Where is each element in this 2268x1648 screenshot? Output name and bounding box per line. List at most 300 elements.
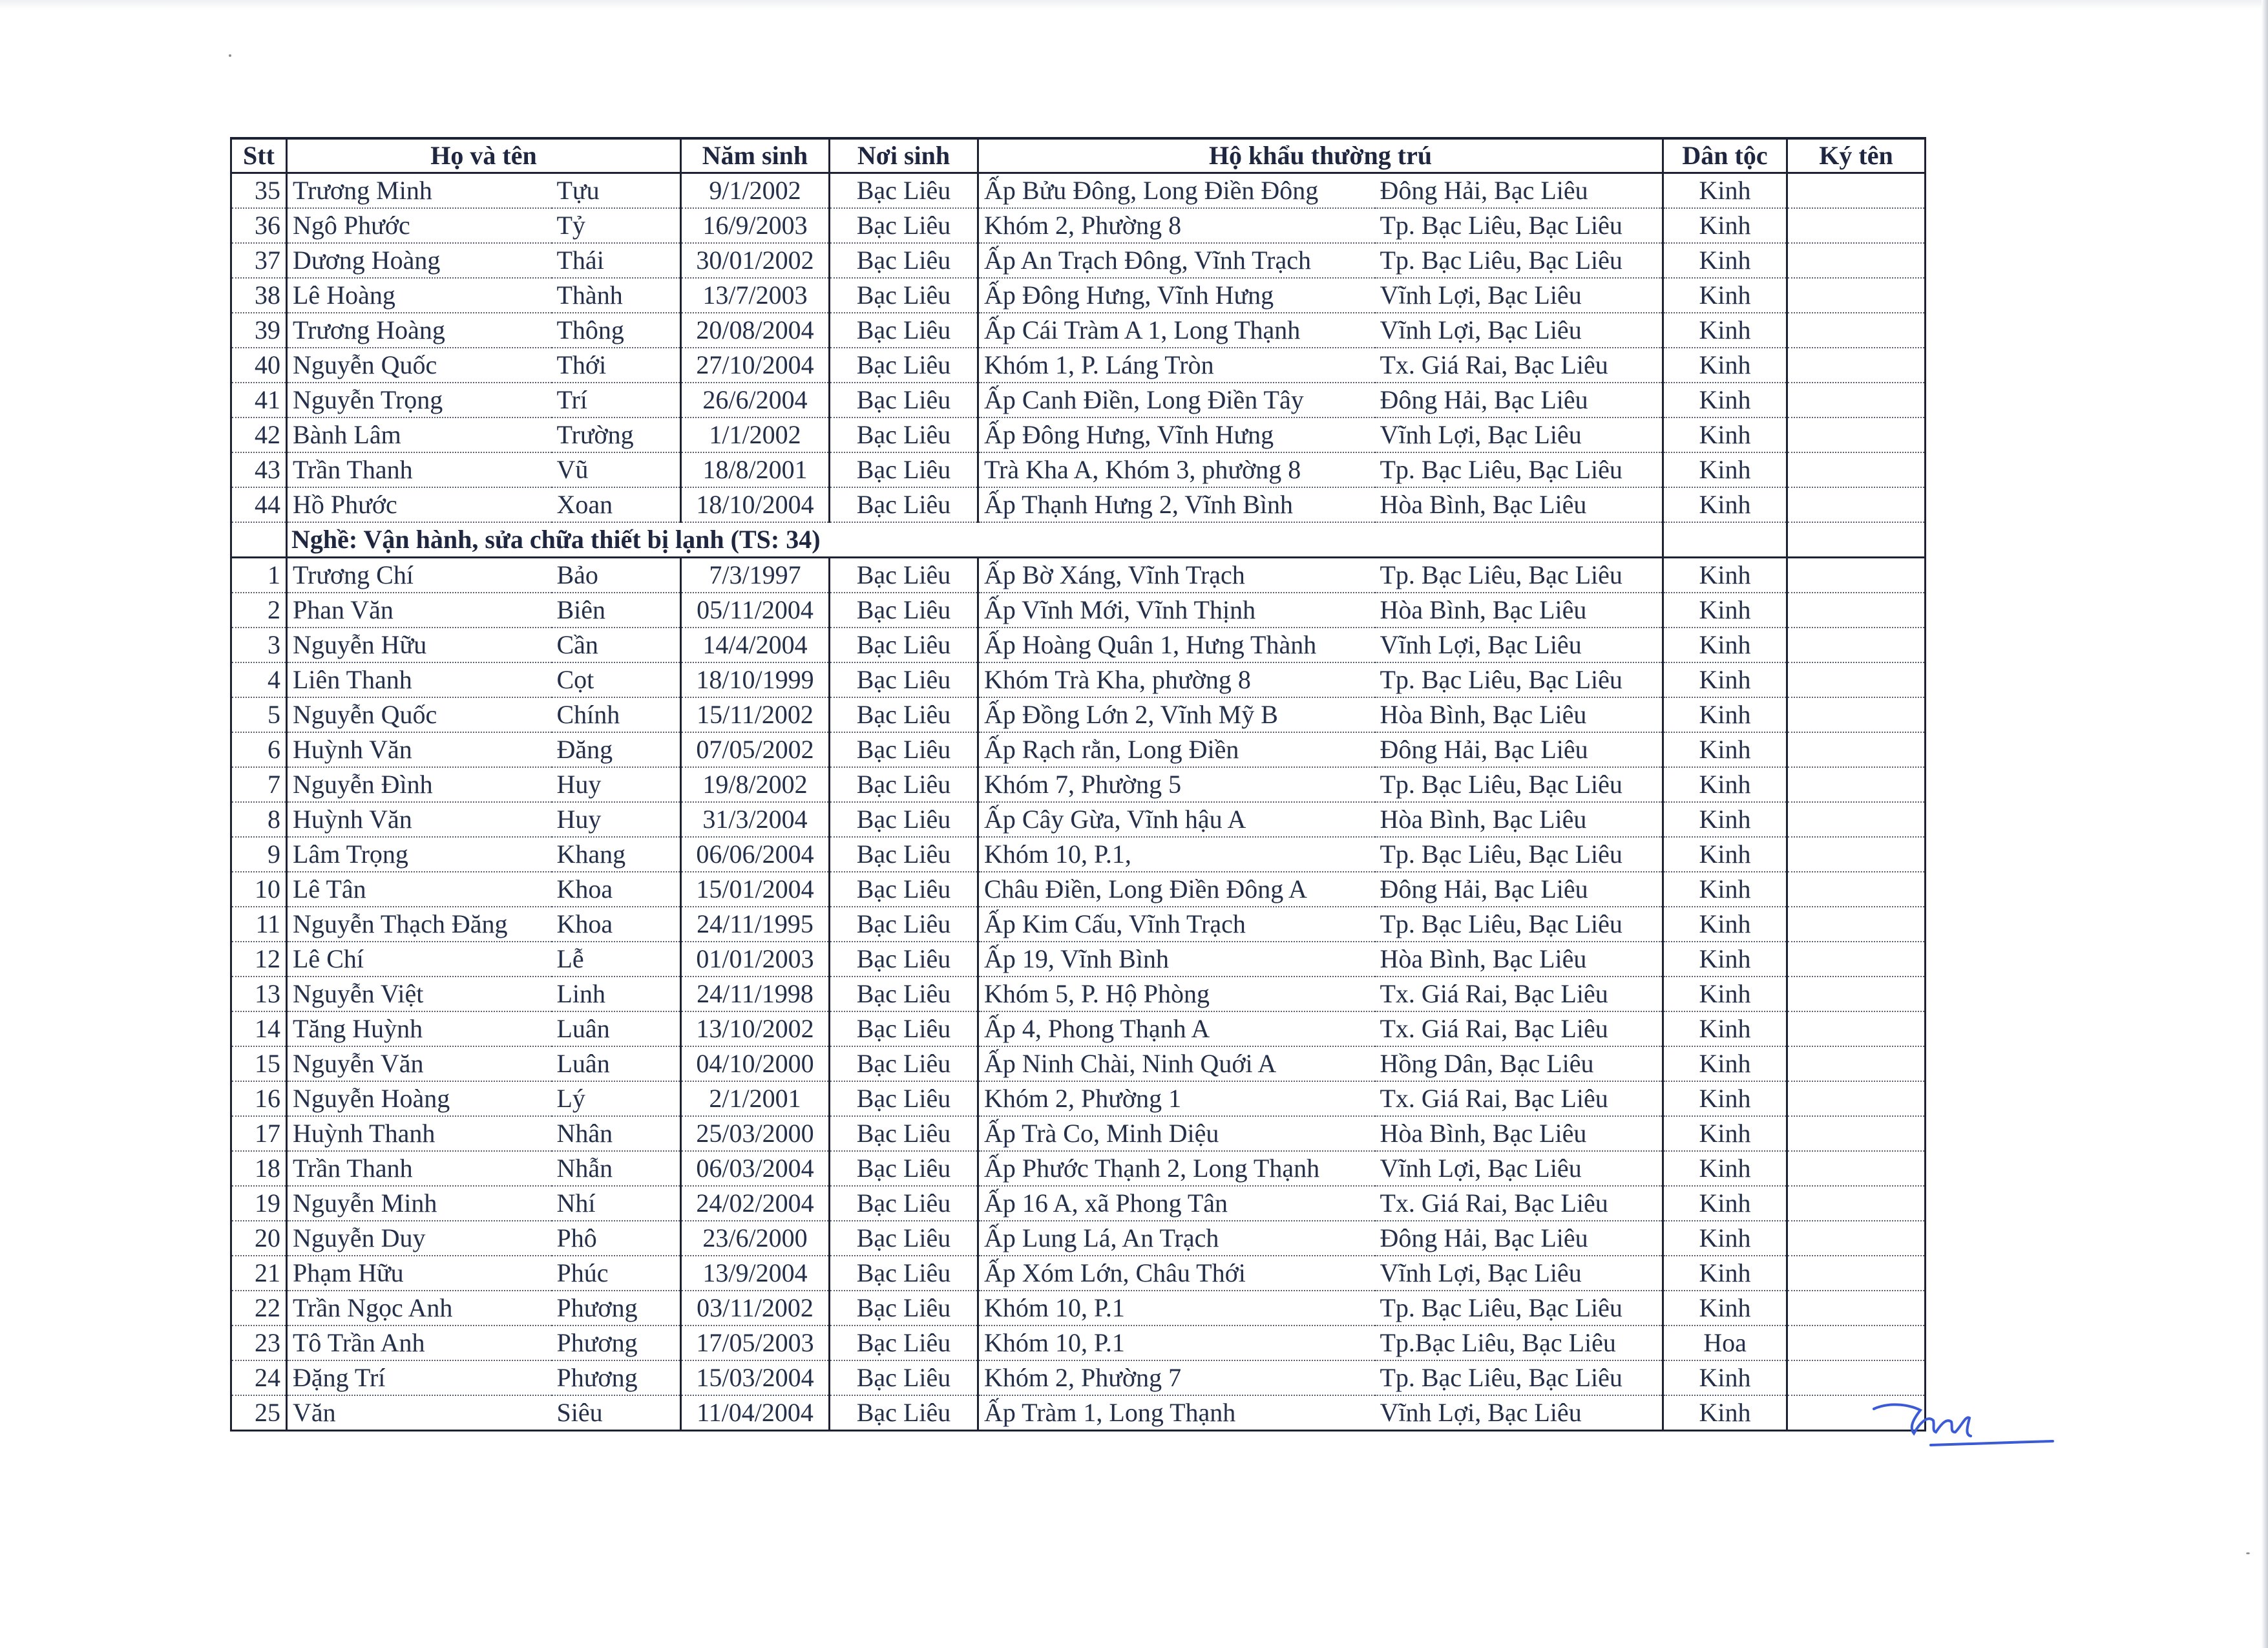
address-cell: Khóm 2, Phường 1 [978,1081,1375,1116]
birth-date-cell: 06/06/2004 [681,837,830,872]
district-province-cell: Tp. Bạc Liêu, Bạc Liêu [1375,767,1663,802]
birth-date-cell: 7/3/1997 [681,558,830,593]
ethnicity-cell: Kinh [1663,243,1787,278]
birth-date-cell: 15/11/2002 [681,697,830,732]
address-cell: Ấp 19, Vĩnh Bình [978,942,1375,977]
district-province-cell: Hòa Bình, Bạc Liêu [1375,802,1663,837]
surname-cell: Lê Chí [287,942,552,977]
ethnicity-cell: Kinh [1663,1186,1787,1221]
given-name-cell: Cần [552,628,681,662]
table-row [231,767,1926,802]
birth-place-cell: Bạc Liêu [830,628,978,662]
surname-cell: Phan Văn [287,593,552,628]
given-name-cell: Thành [552,278,681,313]
ethnicity-cell: Kinh [1663,1046,1787,1081]
given-name-cell: Phô [552,1221,681,1256]
district-province-cell: Tp. Bạc Liêu, Bạc Liêu [1375,208,1663,243]
birth-date-cell: 31/3/2004 [681,802,830,837]
signature-cell [1787,1151,1926,1186]
district-province-cell: Tx. Giá Rai, Bạc Liêu [1375,348,1663,383]
birth-place-cell: Bạc Liêu [830,1186,978,1221]
given-name-cell: Xoan [552,487,681,522]
given-name-cell: Lễ [552,942,681,977]
table-row [231,1151,1926,1186]
birth-date-cell: 16/9/2003 [681,208,830,243]
table-row [231,662,1926,697]
district-province-cell: Tp.Bạc Liêu, Bạc Liêu [1375,1326,1663,1360]
row-number: 38 [231,278,287,313]
surname-cell: Trương Chí [287,558,552,593]
address-cell: Ấp Cây Gừa, Vĩnh hậu A [978,802,1375,837]
surname-cell: Trần Thanh [287,452,552,487]
given-name-cell: Tựu [552,173,681,209]
row-number: 40 [231,348,287,383]
birth-place-cell: Bạc Liêu [830,1221,978,1256]
ethnicity-cell: Kinh [1663,767,1787,802]
surname-cell: Nguyễn Quốc [287,348,552,383]
table-header-row [231,138,1926,173]
birth-place-cell: Bạc Liêu [830,1046,978,1081]
ethnicity-cell: Kinh [1663,417,1787,452]
birth-date-cell: 2/1/2001 [681,1081,830,1116]
ethnicity-cell: Kinh [1663,593,1787,628]
row-number: 1 [231,558,287,593]
ethnicity-cell: Kinh [1663,487,1787,522]
birth-place-cell: Bạc Liêu [830,313,978,348]
row-number: 39 [231,313,287,348]
signature-cell [1787,662,1926,697]
address-cell: Ấp Thạnh Hưng 2, Vĩnh Bình [978,487,1375,522]
given-name-cell: Siêu [552,1395,681,1431]
address-cell: Khóm 10, P.1, [978,837,1375,872]
birth-place-cell: Bạc Liêu [830,243,978,278]
surname-cell: Lê Hoàng [287,278,552,313]
birth-place-cell: Bạc Liêu [830,487,978,522]
surname-cell: Nguyễn Hữu [287,628,552,662]
birth-date-cell: 11/04/2004 [681,1395,830,1431]
ethnicity-cell: Hoa [1663,1326,1787,1360]
district-province-cell: Hồng Dân, Bạc Liêu [1375,1046,1663,1081]
address-cell: Ấp Lung Lá, An Trạch [978,1221,1375,1256]
row-number: 41 [231,383,287,417]
surname-cell: Nguyễn Quốc [287,697,552,732]
address-cell: Ấp Xóm Lớn, Châu Thới [978,1256,1375,1291]
district-province-cell: Đông Hải, Bạc Liêu [1375,383,1663,417]
district-province-cell: Vĩnh Lợi, Bạc Liêu [1375,278,1663,313]
surname-cell: Huỳnh Văn [287,802,552,837]
address-cell: Ấp An Trạch Đông, Vĩnh Trạch [978,243,1375,278]
surname-cell: Tô Trần Anh [287,1326,552,1360]
birth-place-cell: Bạc Liêu [830,732,978,767]
row-number: 8 [231,802,287,837]
table-row [231,593,1926,628]
birth-date-cell: 13/9/2004 [681,1256,830,1291]
birth-place-cell: Bạc Liêu [830,593,978,628]
given-name-cell: Phương [552,1326,681,1360]
district-province-cell: Tp. Bạc Liêu, Bạc Liêu [1375,243,1663,278]
surname-cell: Liên Thanh [287,662,552,697]
signature-cell [1787,1360,1926,1395]
surname-cell: Huỳnh Thanh [287,1116,552,1151]
ethnicity-cell: Kinh [1663,1081,1787,1116]
scan-speck [229,54,231,57]
given-name-cell: Nhẫn [552,1151,681,1186]
address-cell: Ấp 4, Phong Thạnh A [978,1011,1375,1046]
student-roster-table [230,137,1926,1431]
section-ethnicity-cell [1663,522,1787,558]
row-number: 36 [231,208,287,243]
address-cell: Khóm 10, P.1 [978,1326,1375,1360]
table-row [231,348,1926,383]
birth-date-cell: 15/01/2004 [681,872,830,907]
signature-cell [1787,942,1926,977]
ethnicity-cell: Kinh [1663,872,1787,907]
district-province-cell: Tx. Giá Rai, Bạc Liêu [1375,1186,1663,1221]
ethnicity-cell: Kinh [1663,662,1787,697]
birth-place-cell: Bạc Liêu [830,452,978,487]
ethnicity-cell: Kinh [1663,1360,1787,1395]
section-heading-row [231,522,1926,558]
signature-cell [1787,1186,1926,1221]
surname-cell: Ngô Phước [287,208,552,243]
surname-cell: Trần Ngọc Anh [287,1291,552,1326]
birth-place-cell: Bạc Liêu [830,1256,978,1291]
given-name-cell: Đăng [552,732,681,767]
ethnicity-cell: Kinh [1663,1151,1787,1186]
birth-place-cell: Bạc Liêu [830,1360,978,1395]
row-number: 15 [231,1046,287,1081]
given-name-cell: Vũ [552,452,681,487]
surname-cell: Trương Minh [287,173,552,209]
address-cell: Châu Điền, Long Điền Đông A [978,872,1375,907]
district-province-cell: Vĩnh Lợi, Bạc Liêu [1375,1151,1663,1186]
birth-date-cell: 01/01/2003 [681,942,830,977]
birth-date-cell: 24/02/2004 [681,1186,830,1221]
birth-date-cell: 23/6/2000 [681,1221,830,1256]
birth-place-cell: Bạc Liêu [830,1011,978,1046]
birth-place-cell: Bạc Liêu [830,558,978,593]
ethnicity-cell: Kinh [1663,837,1787,872]
table-row [231,1046,1926,1081]
table-row [231,977,1926,1011]
birth-place-cell: Bạc Liêu [830,208,978,243]
surname-cell: Nguyễn Hoàng [287,1081,552,1116]
signature-cell [1787,278,1926,313]
address-cell: Ấp Tràm 1, Long Thạnh [978,1395,1375,1431]
birth-place-cell: Bạc Liêu [830,942,978,977]
header-signature: Ký tên [1787,138,1926,173]
row-number: 17 [231,1116,287,1151]
district-province-cell: Hòa Bình, Bạc Liêu [1375,1116,1663,1151]
address-cell: Khóm 2, Phường 7 [978,1360,1375,1395]
table-row [231,1011,1926,1046]
row-number: 37 [231,243,287,278]
district-province-cell: Đông Hải, Bạc Liêu [1375,1221,1663,1256]
birth-place-cell: Bạc Liêu [830,802,978,837]
address-cell: Khóm 7, Phường 5 [978,767,1375,802]
row-number: 4 [231,662,287,697]
ethnicity-cell: Kinh [1663,628,1787,662]
table-row [231,278,1926,313]
table-row [231,208,1926,243]
address-cell: Khóm Trà Kha, phường 8 [978,662,1375,697]
row-number: 23 [231,1326,287,1360]
signature-cell [1787,1291,1926,1326]
birth-date-cell: 26/6/2004 [681,383,830,417]
address-cell: Ấp Ninh Chài, Ninh Quới A [978,1046,1375,1081]
table-row [231,907,1926,942]
address-cell: Khóm 10, P.1 [978,1291,1375,1326]
surname-cell: Phạm Hữu [287,1256,552,1291]
signature-cell [1787,1116,1926,1151]
surname-cell: Lâm Trọng [287,837,552,872]
birth-date-cell: 06/03/2004 [681,1151,830,1186]
birth-date-cell: 13/10/2002 [681,1011,830,1046]
birth-place-cell: Bạc Liêu [830,278,978,313]
birth-date-cell: 17/05/2003 [681,1326,830,1360]
row-number: 42 [231,417,287,452]
given-name-cell: Trí [552,383,681,417]
birth-place-cell: Bạc Liêu [830,1395,978,1431]
signature-cell [1787,243,1926,278]
surname-cell: Tăng Huỳnh [287,1011,552,1046]
signature-cell [1787,697,1926,732]
header-birth-year: Năm sinh [681,138,830,173]
signature-cell [1787,417,1926,452]
ethnicity-cell: Kinh [1663,278,1787,313]
table-row [231,942,1926,977]
row-number: 18 [231,1151,287,1186]
surname-cell: Nguyễn Thạch Đăng [287,907,552,942]
district-province-cell: Hòa Bình, Bạc Liêu [1375,942,1663,977]
signature-cell [1787,907,1926,942]
ethnicity-cell: Kinh [1663,977,1787,1011]
signature-cell [1787,173,1926,209]
signature-cell [1787,872,1926,907]
signature-cell [1787,628,1926,662]
signature-cell [1787,452,1926,487]
row-number: 7 [231,767,287,802]
signature-cell [1787,1011,1926,1046]
district-province-cell: Đông Hải, Bạc Liêu [1375,173,1663,209]
district-province-cell: Vĩnh Lợi, Bạc Liêu [1375,1395,1663,1431]
table-row [231,1360,1926,1395]
birth-place-cell: Bạc Liêu [830,837,978,872]
row-number: 44 [231,487,287,522]
row-number: 21 [231,1256,287,1291]
birth-date-cell: 05/11/2004 [681,593,830,628]
address-cell: Ấp Bờ Xáng, Vĩnh Trạch [978,558,1375,593]
birth-date-cell: 07/05/2002 [681,732,830,767]
district-province-cell: Tp. Bạc Liêu, Bạc Liêu [1375,907,1663,942]
table-row [231,1256,1926,1291]
given-name-cell: Bảo [552,558,681,593]
surname-cell: Văn [287,1395,552,1431]
birth-place-cell: Bạc Liêu [830,1151,978,1186]
birth-place-cell: Bạc Liêu [830,767,978,802]
birth-date-cell: 24/11/1998 [681,977,830,1011]
given-name-cell: Khoa [552,872,681,907]
birth-date-cell: 18/8/2001 [681,452,830,487]
row-number: 2 [231,593,287,628]
given-name-cell: Luân [552,1011,681,1046]
table-body [231,173,1926,1431]
address-cell: Khóm 5, P. Hộ Phòng [978,977,1375,1011]
signature-cell [1787,1256,1926,1291]
table-row [231,1081,1926,1116]
address-cell: Khóm 1, P. Láng Tròn [978,348,1375,383]
given-name-cell: Nhân [552,1116,681,1151]
birth-date-cell: 04/10/2000 [681,1046,830,1081]
header-name: Họ và tên [287,138,681,173]
birth-place-cell: Bạc Liêu [830,1081,978,1116]
signature-cell [1787,208,1926,243]
address-cell: Ấp Bửu Đông, Long Điền Đông [978,173,1375,209]
address-cell: Ấp Cái Tràm A 1, Long Thạnh [978,313,1375,348]
signature-cell [1787,767,1926,802]
ethnicity-cell: Kinh [1663,1256,1787,1291]
surname-cell: Nguyễn Minh [287,1186,552,1221]
ethnicity-cell: Kinh [1663,1291,1787,1326]
signature-cell [1787,383,1926,417]
district-province-cell: Đông Hải, Bạc Liêu [1375,872,1663,907]
scan-speck [2246,1552,2250,1554]
given-name-cell: Khoa [552,907,681,942]
ethnicity-cell: Kinh [1663,942,1787,977]
district-province-cell: Tx. Giá Rai, Bạc Liêu [1375,977,1663,1011]
birth-date-cell: 19/8/2002 [681,767,830,802]
district-province-cell: Tp. Bạc Liêu, Bạc Liêu [1375,558,1663,593]
given-name-cell: Biên [552,593,681,628]
table-row [231,558,1926,593]
ethnicity-cell: Kinh [1663,697,1787,732]
given-name-cell: Phúc [552,1256,681,1291]
address-cell: Ấp Rạch rằn, Long Điền [978,732,1375,767]
district-province-cell: Tp. Bạc Liêu, Bạc Liêu [1375,1291,1663,1326]
section-stt-cell [231,522,287,558]
surname-cell: Nguyễn Văn [287,1046,552,1081]
surname-cell: Nguyễn Việt [287,977,552,1011]
given-name-cell: Luân [552,1046,681,1081]
address-cell: Ấp Hoàng Quân 1, Hưng Thành [978,628,1375,662]
district-province-cell: Tp. Bạc Liêu, Bạc Liêu [1375,837,1663,872]
ethnicity-cell: Kinh [1663,313,1787,348]
address-cell: Trà Kha A, Khóm 3, phường 8 [978,452,1375,487]
table-row [231,313,1926,348]
ethnicity-cell: Kinh [1663,732,1787,767]
birth-place-cell: Bạc Liêu [830,1291,978,1326]
given-name-cell: Huy [552,802,681,837]
table-row [231,837,1926,872]
address-cell: Khóm 2, Phường 8 [978,208,1375,243]
given-name-cell: Phương [552,1360,681,1395]
birth-date-cell: 15/03/2004 [681,1360,830,1395]
surname-cell: Hồ Phước [287,487,552,522]
given-name-cell: Linh [552,977,681,1011]
district-province-cell: Vĩnh Lợi, Bạc Liêu [1375,417,1663,452]
given-name-cell: Thới [552,348,681,383]
ethnicity-cell: Kinh [1663,348,1787,383]
signature-cell [1787,1221,1926,1256]
address-cell: Ấp Vĩnh Mới, Vĩnh Thịnh [978,593,1375,628]
signature-cell [1787,487,1926,522]
row-number: 3 [231,628,287,662]
district-province-cell: Vĩnh Lợi, Bạc Liêu [1375,313,1663,348]
section-heading: Nghề: Vận hành, sửa chữa thiết bị lạnh (TS: 34) [287,522,1663,558]
district-province-cell: Tp. Bạc Liêu, Bạc Liêu [1375,452,1663,487]
row-number: 35 [231,173,287,209]
row-number: 24 [231,1360,287,1395]
given-name-cell: Lý [552,1081,681,1116]
table-row [231,173,1926,209]
district-province-cell: Tx. Giá Rai, Bạc Liêu [1375,1011,1663,1046]
district-province-cell: Tx. Giá Rai, Bạc Liêu [1375,1081,1663,1116]
signature-cell [1787,837,1926,872]
birth-date-cell: 20/08/2004 [681,313,830,348]
address-cell: Ấp Đông Hưng, Vĩnh Hưng [978,417,1375,452]
ethnicity-cell: Kinh [1663,1116,1787,1151]
header-ethnicity: Dân tộc [1663,138,1787,173]
signature-cell [1787,1081,1926,1116]
table-row [231,697,1926,732]
ethnicity-cell: Kinh [1663,383,1787,417]
header-birth-place: Nơi sinh [830,138,978,173]
table-row [231,417,1926,452]
district-province-cell: Tp. Bạc Liêu, Bạc Liêu [1375,662,1663,697]
birth-date-cell: 1/1/2002 [681,417,830,452]
birth-place-cell: Bạc Liêu [830,1326,978,1360]
birth-place-cell: Bạc Liêu [830,977,978,1011]
district-province-cell: Vĩnh Lợi, Bạc Liêu [1375,1256,1663,1291]
birth-place-cell: Bạc Liêu [830,1116,978,1151]
birth-place-cell: Bạc Liêu [830,662,978,697]
birth-place-cell: Bạc Liêu [830,173,978,209]
birth-date-cell: 9/1/2002 [681,173,830,209]
given-name-cell: Cọt [552,662,681,697]
row-number: 10 [231,872,287,907]
birth-place-cell: Bạc Liêu [830,697,978,732]
row-number: 43 [231,452,287,487]
signature-cell [1787,732,1926,767]
birth-date-cell: 13/7/2003 [681,278,830,313]
signature-cell [1787,348,1926,383]
header-stt: Stt [231,138,287,173]
birth-date-cell: 25/03/2000 [681,1116,830,1151]
table-row [231,1186,1926,1221]
ethnicity-cell: Kinh [1663,1395,1787,1431]
birth-date-cell: 03/11/2002 [681,1291,830,1326]
given-name-cell: Phương [552,1291,681,1326]
given-name-cell: Thông [552,313,681,348]
table-row [231,802,1926,837]
row-number: 25 [231,1395,287,1431]
given-name-cell: Trường [552,417,681,452]
table-row [231,732,1926,767]
district-province-cell: Tp. Bạc Liêu, Bạc Liêu [1375,1360,1663,1395]
row-number: 22 [231,1291,287,1326]
row-number: 6 [231,732,287,767]
address-cell: Ấp 16 A, xã Phong Tân [978,1186,1375,1221]
birth-date-cell: 27/10/2004 [681,348,830,383]
row-number: 19 [231,1186,287,1221]
birth-date-cell: 30/01/2002 [681,243,830,278]
birth-date-cell: 14/4/2004 [681,628,830,662]
table-row [231,452,1926,487]
ethnicity-cell: Kinh [1663,173,1787,209]
birth-place-cell: Bạc Liêu [830,348,978,383]
district-province-cell: Đông Hải, Bạc Liêu [1375,732,1663,767]
ethnicity-cell: Kinh [1663,1011,1787,1046]
